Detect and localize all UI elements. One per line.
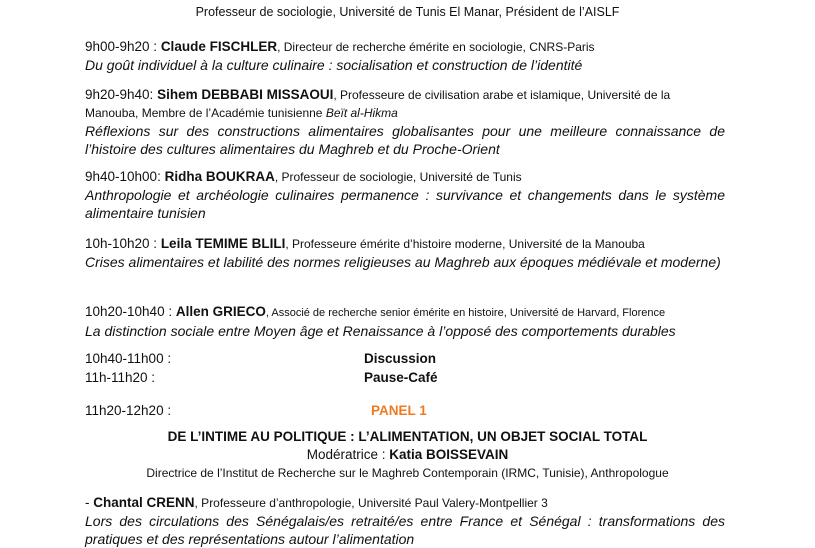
list-dash: - <box>85 495 94 510</box>
session-time: 10h20-10h40 : <box>85 304 176 319</box>
panel-time: 11h20-12h20 : <box>85 403 172 418</box>
schedule-row-discussion <box>85 351 725 369</box>
session-head <box>85 38 725 56</box>
session-entry <box>85 86 725 158</box>
speaker-affiliation: , Associé de recherche senior émérite en histoire, Université de Harvard, Florence <box>265 307 666 319</box>
speaker-name: Ridha BOUKRAA <box>164 169 275 184</box>
schedule-time: 11h-11h20 : <box>85 370 156 385</box>
speaker-affiliation: , Professeure d’anthropologie, Université Paul Valery-Montpellier 3 <box>194 496 548 510</box>
panel-label: PANEL 1 <box>371 403 427 418</box>
speaker-affiliation: , Professeur de sociologie, Université de Tunis <box>274 170 522 184</box>
talk-title: Du goût individuel à la culture culinaire : socialisation et construction de l’identité <box>85 57 583 73</box>
talk-title: Anthropologie et archéologie culinaires permanence : survivance et changements dans le système alimentaire tunisien <box>85 187 725 221</box>
header-affiliation: Professeur de sociologie, Université de Tunis El Manar, Président de l’AISLF <box>195 5 620 19</box>
schedule-label: Discussion <box>364 351 437 366</box>
moderator-affiliation: Directrice de l’Institut de Recherche sur le Maghreb Contemporain (IRMC, Tunisie), Anthropologue <box>146 466 669 480</box>
session-entry <box>85 38 725 74</box>
session-head <box>85 168 725 186</box>
session-entry <box>85 235 725 271</box>
academy-name: Beït al-Hikma <box>325 106 398 120</box>
speaker-affiliation: , Directeur de recherche émérite en sociologie, CNRS-Paris <box>277 40 595 54</box>
speaker-affiliation: , Professeure de civilisation arabe et islamique, Université de la Manouba, Membre de l’Académie tunisienne <box>85 88 671 120</box>
session-time: 9h20-9h40: <box>85 87 158 102</box>
moderator-line <box>0 447 815 462</box>
panel-theme: DE L’INTIME AU POLITIQUE : L’ALIMENTATION, UN OBJET SOCIAL TOTAL <box>167 429 648 444</box>
talk-title: Lors des circulations des Sénégalais/es retraité/es entre France et Sénégal : transformations des pratiques et des représentations autour l’alimentation <box>85 513 725 547</box>
talk-title: La distinction sociale entre Moyen âge et Renaissance à l’opposé des comportements durables <box>85 323 676 339</box>
speaker-name: Sihem DEBBABI MISSAOUI <box>157 87 334 102</box>
moderator-name: Katia BOISSEVAIN <box>389 447 509 462</box>
speaker-name: Claude FISCHLER <box>160 39 278 54</box>
speaker-name: Leila TEMIME BLILI <box>160 236 286 251</box>
session-head <box>85 303 725 322</box>
speaker-name: Allen GRIECO <box>175 304 266 319</box>
speaker-name: Chantal CRENN <box>93 495 195 510</box>
schedule-row-pause <box>85 370 725 388</box>
session-head <box>85 235 725 253</box>
talk-title: Réflexions sur des constructions alimentaires globalisantes pour une meilleure connaissance de l’histoire des cultures alimentaires du Maghreb et du Proche-Orient <box>85 123 725 157</box>
session-head <box>85 86 725 122</box>
session-head <box>85 494 725 512</box>
session-entry <box>85 303 725 340</box>
schedule-label: Pause-Café <box>364 370 438 385</box>
schedule-time: 10h40-11h00 : <box>85 351 172 366</box>
speaker-affiliation: , Professeure émérite d’histoire moderne, Université de la Manouba <box>285 237 645 251</box>
session-entry <box>85 168 725 222</box>
talk-title: Crises alimentaires et labilité des normes religieuses au Maghreb aux époques médiévale et moderne) <box>85 254 721 270</box>
session-time: 10h-10h20 : <box>85 236 161 251</box>
moderator-prefix: Modératrice : <box>306 447 390 462</box>
session-time: 9h00-9h20 : <box>85 39 161 54</box>
panel-session-entry <box>85 494 725 548</box>
session-time: 9h40-10h00: <box>85 169 165 184</box>
